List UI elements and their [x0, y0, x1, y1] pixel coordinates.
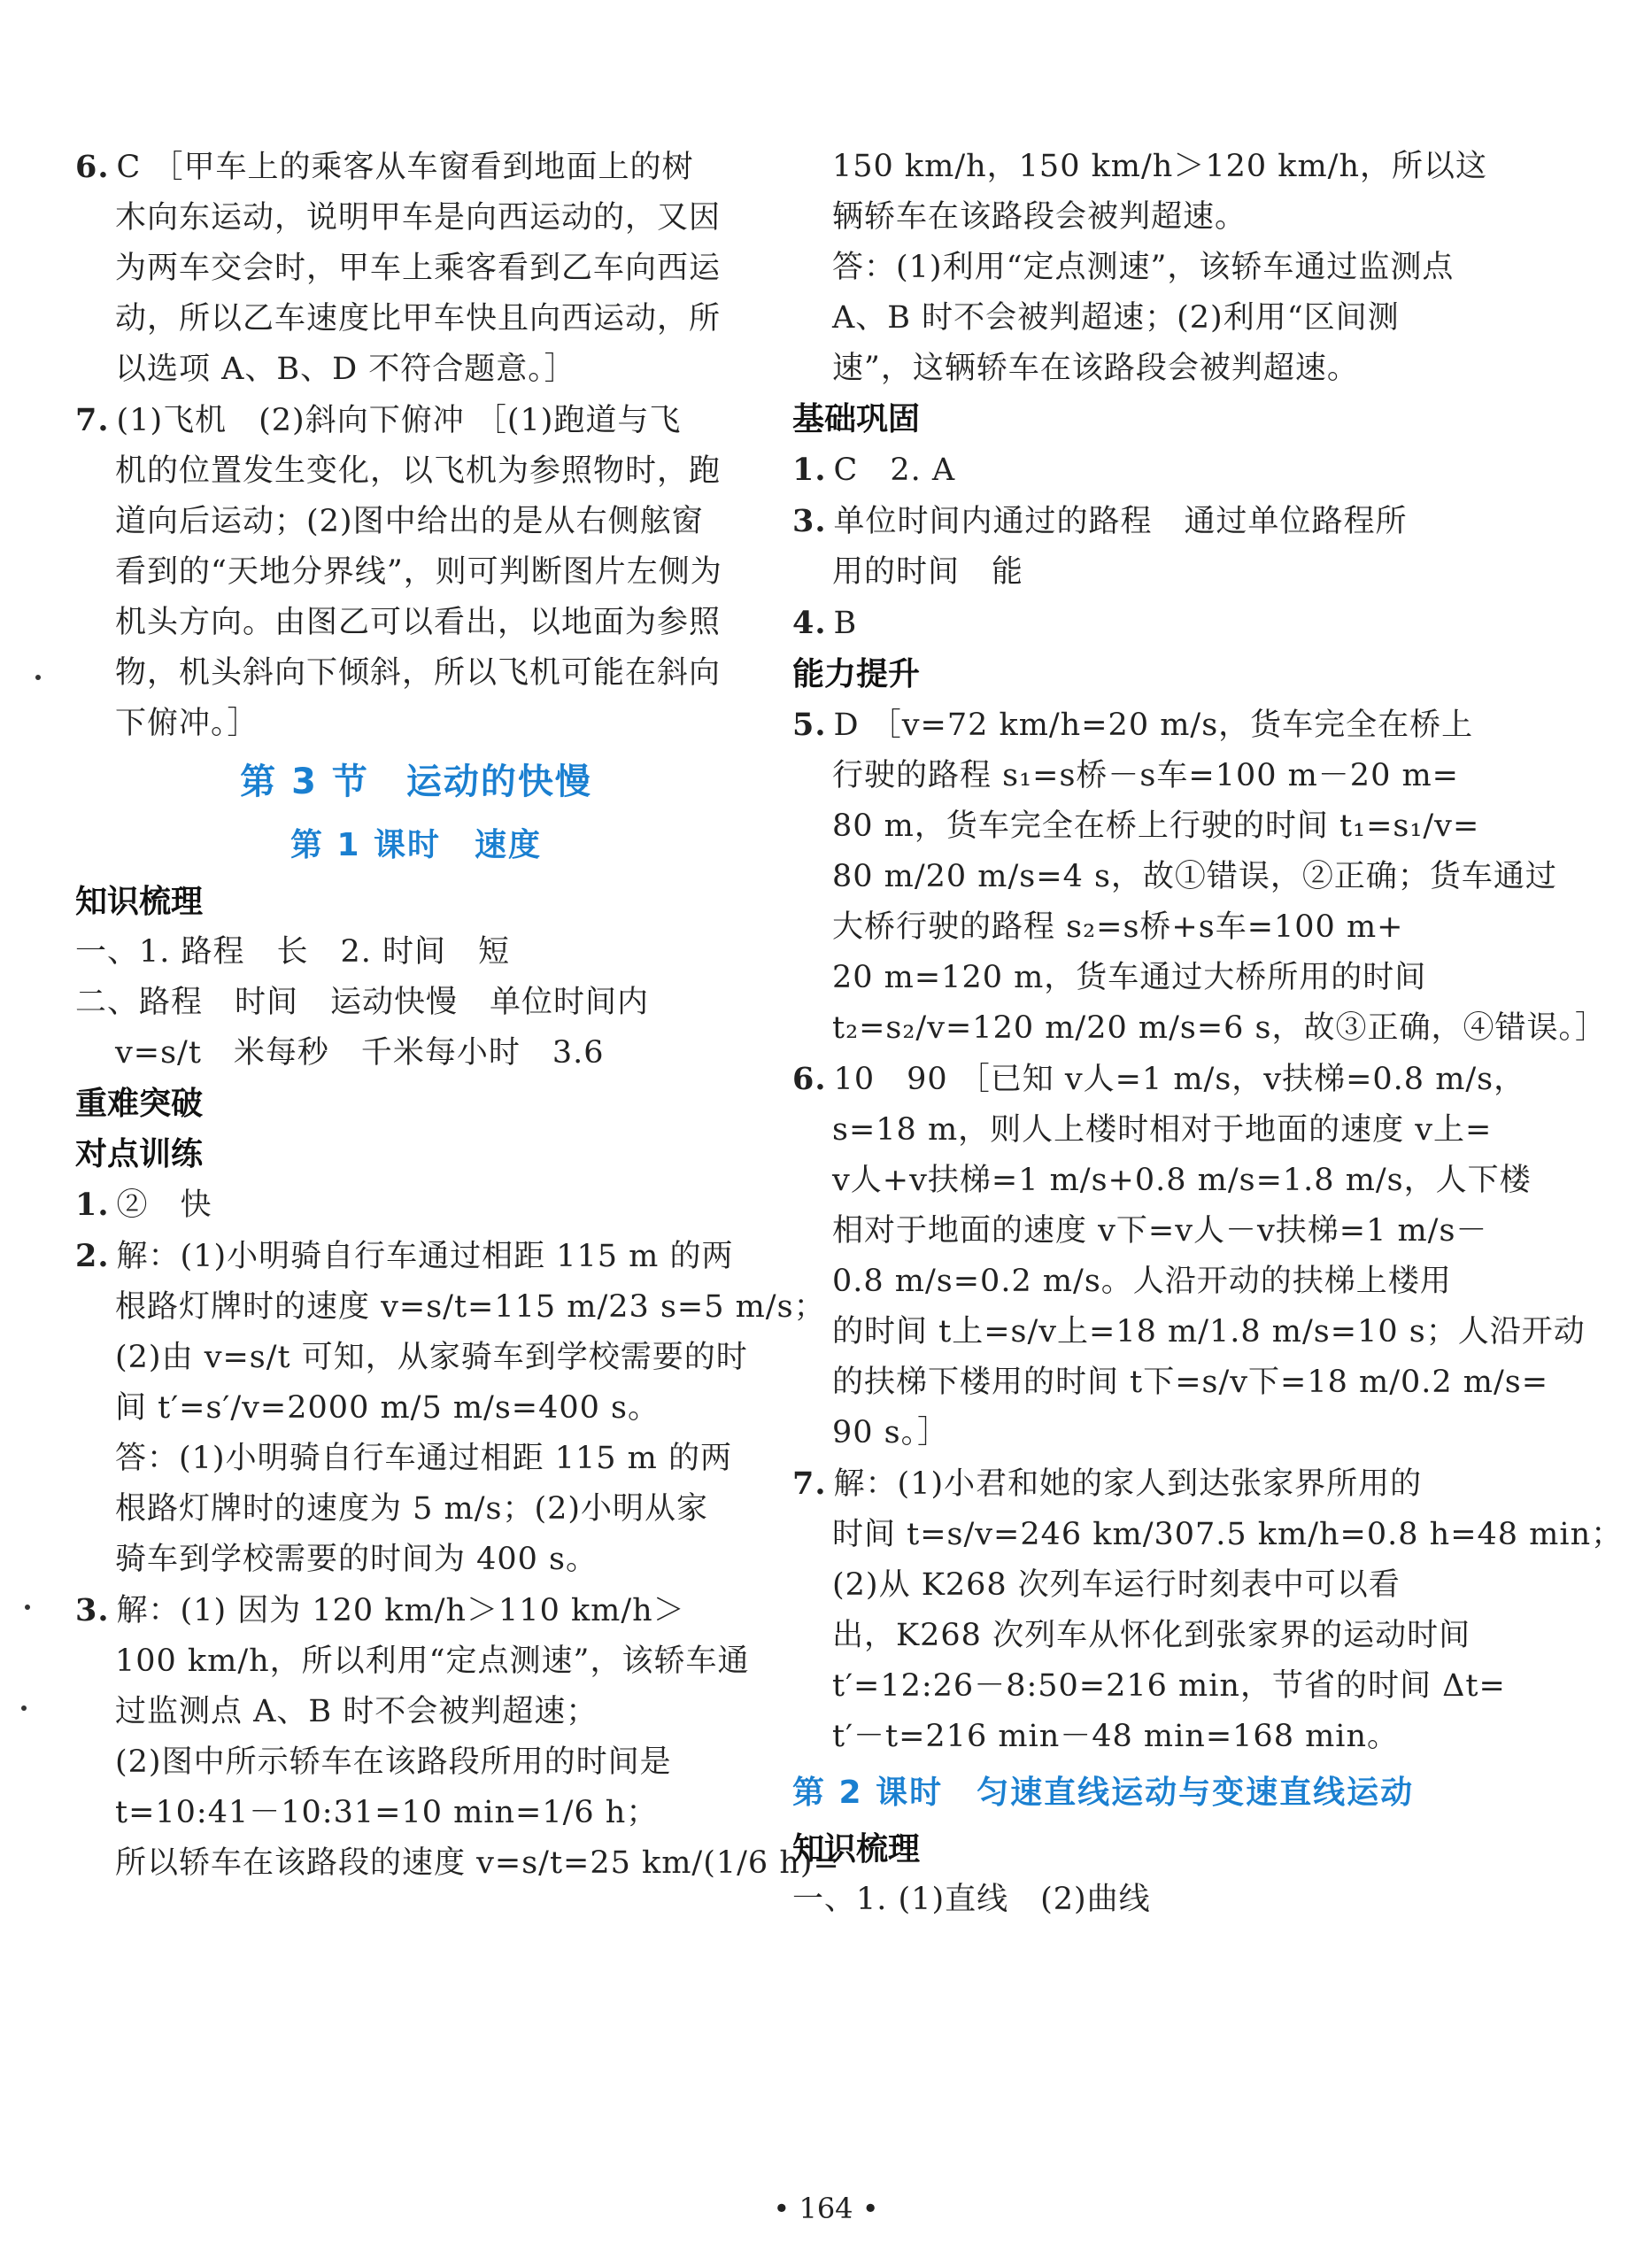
- line-text: 20 m=120 m，货车通过大桥所用的时间: [832, 960, 1427, 995]
- answer-line: [75, 395, 757, 446]
- line-text: 机的位置发生变化，以飞机为参照物时，跑: [115, 453, 722, 489]
- answer-line: [792, 1307, 1586, 1357]
- line-text: A、B 时不会被判超速；(2)利用“区间测: [832, 300, 1400, 336]
- question-number: 2.: [75, 1238, 110, 1274]
- answer-line: [792, 1156, 1532, 1206]
- answer-line: [792, 1257, 1474, 1307]
- line-text: 动，所以乙车速度比甲车快且向西运动，所: [115, 301, 722, 336]
- line-text: 80 m，货车完全在桥上行驶的时间 t₁=s₁/v=: [832, 808, 1480, 844]
- line-text: 根路灯牌时的速度为 5 m/s；(2)小明从家: [115, 1491, 709, 1527]
- line-text: (2)图中所示轿车在该路段所用的时间是: [115, 1744, 672, 1780]
- lesson-title: [75, 815, 757, 877]
- answer-line: [792, 243, 1474, 293]
- line-text: 过监测点 A、B 时不会被判超速；: [115, 1694, 598, 1729]
- left-column: [75, 142, 840, 1889]
- line-text: 知识梳理: [792, 1831, 921, 1868]
- answer-line: [75, 1838, 840, 1889]
- question-number: 3.: [75, 1592, 110, 1628]
- line-text: 所以轿车在该路段的速度 v=s/t=25 km/(1/6 h)=: [115, 1845, 840, 1881]
- answer-line: [792, 344, 1474, 394]
- answer-line: [75, 978, 757, 1028]
- line-text: 辆轿车在该路段会被判超速。: [832, 199, 1247, 235]
- line-text: 出，K268 次列车从怀化到张家界的运动时间: [832, 1618, 1471, 1653]
- line-text: 能力提升: [792, 656, 921, 692]
- answer-line: [792, 445, 1474, 496]
- answer-line: [75, 497, 757, 547]
- answer-line: [792, 142, 1487, 192]
- right-column: [792, 142, 1624, 1925]
- line-text: 以选项 A、B、D 不符合题意。］: [115, 352, 576, 387]
- answer-line: [75, 1484, 757, 1535]
- line-text: 间 t′=s′/v=2000 m/5 m/s=400 s。: [115, 1390, 660, 1426]
- question-number: 1.: [75, 1187, 110, 1223]
- answer-line: [75, 244, 757, 294]
- answer-line: [792, 751, 1474, 801]
- line-text: C 2. A: [833, 452, 956, 488]
- line-text: 第 2 课时 匀速直线运动与变速直线运动: [792, 1775, 1415, 1811]
- answer-line: [792, 1661, 1506, 1712]
- line-text: ② 快: [116, 1187, 212, 1223]
- line-text: v=s/t 米每秒 千米每小时 3.6: [115, 1035, 605, 1071]
- line-text: 二、路程 时间 运动快慢 单位时间内: [75, 985, 650, 1020]
- answer-line: [75, 1383, 757, 1434]
- line-text: 解：(1)小君和她的家人到达张家界所用的: [833, 1466, 1423, 1502]
- section-heading: [75, 877, 757, 927]
- answer-line: [75, 1687, 757, 1737]
- line-text: 10 90 ［已知 v人=1 m/s，v扶梯=0.8 m/s，: [833, 1062, 1526, 1097]
- answer-line: [792, 1875, 1474, 1925]
- answer-line: [75, 446, 757, 497]
- line-text: 基础巩固: [792, 401, 921, 437]
- answer-line: [75, 598, 757, 648]
- line-text: 对点训练: [75, 1136, 204, 1172]
- line-text: s=18 m，则人上楼时相对于地面的速度 v上=: [832, 1112, 1493, 1148]
- line-text: 时间 t=s/v=246 km/307.5 km/h=0.8 h=48 min；: [832, 1517, 1624, 1552]
- answer-line: [75, 1636, 757, 1687]
- section-heading: [75, 1079, 757, 1129]
- line-text: t=10:41－10:31=10 min=1/6 h；: [115, 1795, 659, 1830]
- line-text: t₂=s₂/v=120 m/20 m/s=6 s，故③正确，④错误。］: [832, 1010, 1608, 1046]
- answer-line: [792, 496, 1474, 547]
- margin-dot: [25, 1605, 30, 1610]
- answer-line: [792, 953, 1474, 1003]
- answer-line: [792, 1357, 1549, 1408]
- answer-line: [792, 1712, 1474, 1762]
- line-text: 为两车交会时，甲车上乘客看到乙车向西运: [115, 251, 722, 286]
- answer-line: [75, 344, 757, 395]
- answer-line: [75, 1585, 757, 1636]
- line-text: 第 1 课时 速度: [289, 827, 543, 863]
- line-text: 的时间 t上=s/v上=18 m/1.8 m/s=10 s；人沿开动: [832, 1314, 1586, 1350]
- lesson-title: [792, 1762, 1474, 1824]
- line-text: C ［甲车上的乘客从车窗看到地面上的树: [116, 150, 694, 185]
- line-text: v人+v扶梯=1 m/s+0.8 m/s=1.8 m/s，人下楼: [832, 1163, 1532, 1198]
- line-text: 知识梳理: [75, 884, 204, 920]
- line-text: t′－t=216 min－48 min=168 min。: [832, 1719, 1400, 1754]
- answer-line: [75, 1535, 757, 1585]
- answer-line: [792, 801, 1480, 852]
- answer-line: [75, 142, 757, 193]
- section-title: [75, 749, 757, 815]
- line-text: 骑车到学校需要的时间为 400 s。: [115, 1542, 598, 1577]
- answer-line: [792, 1510, 1624, 1560]
- line-text: 90 s。］: [832, 1415, 950, 1450]
- answer-line: [792, 1408, 1474, 1458]
- line-text: 解：(1) 因为 120 km/h＞110 km/h＞: [116, 1593, 685, 1628]
- margin-dot: [35, 675, 41, 680]
- section-heading: [792, 1824, 1474, 1875]
- answer-line: [792, 1105, 1493, 1156]
- answer-line: [792, 1560, 1474, 1611]
- line-text: 一、1. 路程 长 2. 时间 短: [75, 934, 511, 970]
- answer-line: [792, 1054, 1526, 1105]
- page-number: • 164 •: [773, 2192, 879, 2225]
- answer-line: [792, 1003, 1608, 1054]
- line-text: 一、1. (1)直线 (2)曲线: [792, 1882, 1151, 1917]
- answer-line: [792, 192, 1474, 243]
- section-heading: [792, 394, 1474, 445]
- question-number: 7.: [75, 402, 110, 438]
- line-text: 第 3 节 运动的快慢: [240, 762, 592, 802]
- answer-line: [792, 293, 1474, 344]
- question-number: 7.: [792, 1466, 827, 1502]
- question-number: 3.: [792, 503, 827, 539]
- line-text: 看到的“天地分界线”，则可判断图片左侧为: [115, 554, 722, 590]
- answer-line: [75, 1434, 757, 1484]
- line-text: 机头方向。由图乙可以看出，以地面为参照: [115, 605, 722, 640]
- line-text: D ［v=72 km/h=20 m/s，货车完全在桥上: [833, 708, 1474, 743]
- line-text: 相对于地面的速度 v下=v人－v扶梯=1 m/s－: [832, 1213, 1488, 1249]
- line-text: 用的时间 能: [832, 554, 1024, 590]
- answer-line: [792, 1611, 1474, 1661]
- answer-line: [792, 852, 1557, 902]
- answer-line: [792, 700, 1474, 751]
- line-text: 80 m/20 m/s=4 s，故①错误，②正确；货车通过: [832, 859, 1557, 894]
- margin-dot: [21, 1705, 27, 1711]
- answer-line: [792, 902, 1474, 953]
- answer-line: [75, 294, 757, 344]
- section-heading: [75, 1129, 757, 1179]
- answer-line: [75, 1737, 757, 1788]
- answer-line: [792, 1458, 1474, 1510]
- line-text: t′=12:26－8:50=216 min，节省的时间 Δt=: [832, 1668, 1506, 1704]
- answer-line: [75, 1333, 757, 1383]
- line-text: 重难突破: [75, 1086, 204, 1122]
- answer-line: [75, 1179, 757, 1231]
- question-number: 5.: [792, 707, 827, 743]
- answer-line: [75, 1788, 757, 1838]
- line-text: (2)从 K268 次列车运行时刻表中可以看: [832, 1567, 1401, 1603]
- line-text: 100 km/h，所以利用“定点测速”，该轿车通: [115, 1643, 750, 1679]
- answer-line: [75, 699, 757, 749]
- line-text: 答：(1)小明骑自行车通过相距 115 m 的两: [115, 1441, 732, 1476]
- line-text: 单位时间内通过的路程 通过单位路程所: [833, 504, 1408, 539]
- answer-line: [75, 648, 757, 699]
- answer-line: [75, 1282, 826, 1333]
- question-number: 1.: [792, 452, 827, 488]
- answer-line: [75, 193, 757, 244]
- line-text: 物，机头斜向下倾斜，所以飞机可能在斜向: [115, 655, 722, 691]
- answer-line: [792, 547, 1474, 598]
- line-text: 行驶的路程 s₁=s桥－s车=100 m－20 m=: [832, 758, 1459, 793]
- answer-line: [75, 547, 757, 598]
- line-text: 解：(1)小明骑自行车通过相距 115 m 的两: [116, 1239, 734, 1274]
- question-number: 4.: [792, 605, 827, 641]
- line-text: 大桥行驶的路程 s₂=s桥+s车=100 m+: [832, 909, 1404, 945]
- answer-line: [792, 1206, 1488, 1257]
- line-text: (1)飞机 (2)斜向下俯冲 ［(1)跑道与飞: [116, 403, 682, 438]
- answer-line: [792, 598, 1474, 649]
- line-text: 下俯冲。］: [115, 706, 259, 741]
- line-text: 0.8 m/s=0.2 m/s。人沿开动的扶梯上楼用: [832, 1264, 1452, 1299]
- line-text: 道向后运动；(2)图中给出的是从右侧舷窗: [115, 504, 704, 539]
- question-number: 6.: [792, 1061, 827, 1097]
- section-heading: [792, 649, 1474, 700]
- answer-line: [75, 927, 757, 978]
- line-text: (2)由 v=s/t 可知，从家骑车到学校需要的时: [115, 1340, 748, 1375]
- answer-line: [75, 1231, 757, 1282]
- line-text: 木向东运动，说明甲车是向西运动的，又因: [115, 200, 722, 236]
- line-text: 根路灯牌时的速度 v=s/t=115 m/23 s=5 m/s；: [115, 1289, 826, 1325]
- line-text: 速”，这辆轿车在该路段会被判超速。: [832, 351, 1359, 386]
- line-text: 150 km/h，150 km/h＞120 km/h，所以这: [832, 149, 1487, 184]
- line-text: 的扶梯下楼用的时间 t下=s/v下=18 m/0.2 m/s=: [832, 1365, 1549, 1400]
- line-text: B: [833, 606, 858, 641]
- answer-line: [75, 1028, 757, 1079]
- line-text: 答：(1)利用“定点测速”，该轿车通过监测点: [832, 250, 1455, 285]
- question-number: 6.: [75, 149, 110, 185]
